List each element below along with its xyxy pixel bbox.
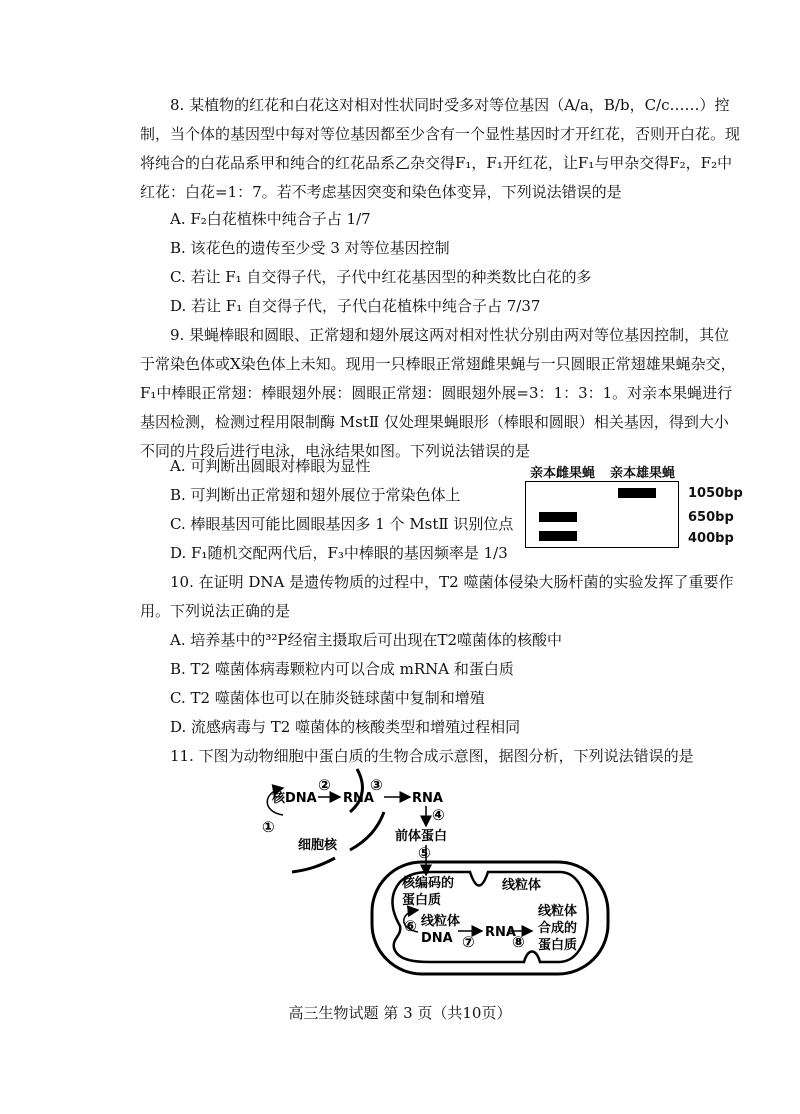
step-3-marker: ③ <box>370 776 383 794</box>
rna-label-3: RNA <box>485 925 516 940</box>
step-1-marker: ① <box>262 818 275 836</box>
q10-option-a: A. 培养基中的³²P经宿主摄取后可出现在T2噬菌体的核酸中 <box>170 631 563 649</box>
q9-option-b: B. 可判断出正常翅和翅外展位于常染色体上 <box>170 486 461 504</box>
q9-option-a: A. 可判断出圆眼对棒眼为显性 <box>170 457 371 475</box>
mt-dna-label-1: 线粒体 <box>421 914 461 929</box>
rna-label-1: RNA <box>343 791 374 806</box>
gel-bp-400: 400bp <box>688 531 734 546</box>
nucleus-label: 细胞核 <box>298 838 338 853</box>
mitochondrion-label: 线粒体 <box>502 878 542 893</box>
step-8-marker: ⑧ <box>512 933 525 951</box>
q8-option-a: A. F₂白花植株中纯合子占 1/7 <box>170 210 371 228</box>
q10-option-c: C. T2 噬菌体也可以在肺炎链球菌中复制和增殖 <box>170 689 485 707</box>
step-5-marker: ⑤ <box>418 844 431 862</box>
step-7-marker: ⑦ <box>462 933 475 951</box>
q11-stem: 11. 下图为动物细胞中蛋白质的生物合成示意图，据图分析，下列说法错误的是 <box>170 747 694 765</box>
q10-option-d: D. 流感病毒与 T2 噬菌体的核酸类型和增殖过程相同 <box>170 718 521 736</box>
q9-stem: 9. 果蝇棒眼和圆眼、正常翅和翅外展这两对相对性状分别由两对等位基因控制，其位于常染色体或X染色体上未知。现用一只棒眼正常翅雌果蝇与一只圆眼正常翅雄果蝇杂交，F₁中棒眼正常翅：棒眼翅外展：圆眼正常翅：圆眼翅外展=3：1：3：1。对亲本果蝇进行基因检测，检测过程用限制酶 MstⅡ 仅处理果蝇眼形（棒眼和圆眼）相关基因，得到大小不同的片段后进行电泳，电泳结果如图。下列说法错误的是 <box>140 326 736 460</box>
q8-option-d: D. 若让 F₁ 自交得子代，子代白花植株中纯合子占 7/37 <box>170 297 541 315</box>
nuclear-encoded-protein-label-1: 核编码的 <box>402 876 455 891</box>
mt-protein-label-1: 线粒体 <box>538 904 578 919</box>
mt-protein-label-3: 蛋白质 <box>538 938 578 953</box>
page-footer: 高三生物试题 第 3 页（共10页） <box>288 1004 512 1022</box>
q9-option-c: C. 棒眼基因可能比圆眼基因多 1 个 MstⅡ 识别位点 <box>170 515 514 533</box>
nuclear-dna-label: 核DNA <box>272 791 317 806</box>
q8-stem: 8. 某植物的红花和白花这对相对性状同时受多对等位基因（A/a，B/b，C/c……）控制，当个体的基因型中每对等位基因都至少含有一个显性基因时才开红花，否则开白花。现将纯合的白花品系甲和纯合的红花品系乙杂交得F₁，F₁开红花，让F₁与甲杂交得F₂，F₂中红花：白花=1：7。若不考虑基因突变和染色体变异，下列说法错误的是 <box>140 96 741 201</box>
mt-protein-label-2: 合成的 <box>538 921 578 936</box>
step-6-marker: ⑥ <box>404 917 417 935</box>
gel-female-label: 亲本雌果蝇 <box>530 466 596 481</box>
nuclear-envelope <box>350 812 384 850</box>
gel-bp-1050: 1050bp <box>688 486 743 501</box>
nuclear-encoded-protein-label-2: 蛋白质 <box>402 893 442 908</box>
q10-stem: 10. 在证明 DNA 是遗传物质的过程中，T2 噬菌体侵染大肠杆菌的实验发挥了重要作用。下列说法正确的是 <box>140 573 734 620</box>
gel-bp-650: 650bp <box>688 510 734 525</box>
mt-dna-label-2: DNA <box>421 931 453 946</box>
q10-option-b: B. T2 噬菌体病毒颗粒内可以合成 mRNA 和蛋白质 <box>170 660 514 678</box>
q9-option-d: D. F₁随机交配两代后，F₃中棒眼的基因频率是 1/3 <box>170 544 508 562</box>
q8-option-c: C. 若让 F₁ 自交得子代，子代中红花基因型的种类数比白花的多 <box>170 268 592 286</box>
nuclear-envelope <box>292 858 335 872</box>
precursor-protein-label: 前体蛋白 <box>395 829 448 844</box>
rna-label-2: RNA <box>412 791 443 806</box>
gel-male-label: 亲本雄果蝇 <box>610 466 676 481</box>
q8-option-b: B. 该花色的遗传至少受 3 对等位基因控制 <box>170 239 450 257</box>
step-2-marker: ② <box>318 776 331 794</box>
step-4-marker: ④ <box>432 806 445 824</box>
